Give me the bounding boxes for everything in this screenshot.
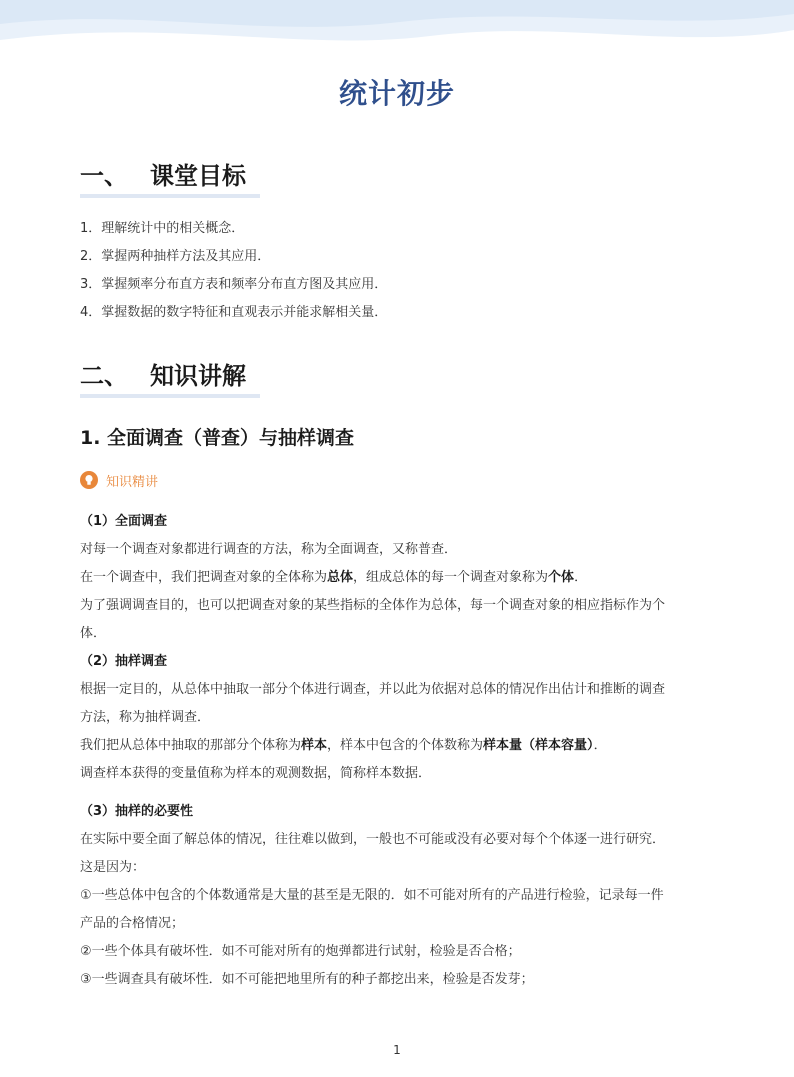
goal-item: 4．掌握数据的数字特征和直观表示并能求解相关量．: [80, 305, 388, 320]
section-heading-goals: [80, 156, 246, 191]
paragraph-text: 在一个调查中，我们把调查对象的全体称为总体，组成总体的每一个调查对象称为个体．: [80, 570, 588, 585]
section-heading-knowledge: [80, 356, 246, 391]
section-underline: [80, 194, 260, 198]
paragraph-text: 在实际中要全面了解总体的情况，往往难以做到，一般也不可能或没有必要对每个个体逐一进行研究．: [80, 832, 666, 847]
paragraph-text: 我们把从总体中抽取的那部分个体称为样本，样本中包含的个体数称为样本量（样本容量）．: [80, 738, 607, 753]
goal-item: 2．掌握两种抽样方法及其应用．: [80, 249, 271, 264]
page-number: 1: [393, 1043, 401, 1057]
term-total: 总体: [327, 570, 354, 585]
knowledge-tip: [80, 470, 158, 490]
tip-label: 知识精讲: [106, 474, 159, 490]
paragraph-text: 对每一个调查对象都进行调查的方法，称为全面调查，又称普查．: [80, 542, 458, 557]
paragraph-text: ②一些个体具有破坏性．如不可能对所有的炮弹都进行试射，检验是否合格；: [80, 944, 521, 959]
paragraph-text: 体．: [80, 626, 107, 641]
paragraph-text: 为了强调调查目的，也可以把调查对象的某些指标的全体作为总体，每一个调查对象的相应指标作为个: [80, 598, 666, 613]
paragraph-text: 这是因为：: [80, 860, 146, 875]
term-individual: 个体: [548, 570, 575, 585]
section-underline: [80, 394, 260, 398]
paragraph-text: 根据一定目的，从总体中抽取一部分个体进行调查，并以此为依据对总体的情况作出估计和推断的调查: [80, 682, 666, 697]
section-label: 课堂目标: [150, 162, 246, 190]
paragraph-heading: （2）抽样调查: [80, 654, 168, 669]
paragraph-text: 产品的合格情况；: [80, 916, 185, 931]
term-sample-size: 样本量（样本容量）: [483, 738, 594, 753]
lightbulb-icon: [80, 471, 98, 489]
page-title: 统计初步: [338, 77, 455, 110]
section-label: 知识讲解: [150, 362, 246, 390]
header-wave-decoration: [0, 0, 794, 60]
subsection-heading: 1. 全面调查（普查）与抽样调查: [80, 427, 355, 449]
paragraph-text: ③一些调查具有破坏性．如不可能把地里所有的种子都挖出来，检验是否发芽；: [80, 972, 534, 987]
paragraph-text: 调查样本获得的变量值称为样本的观测数据，简称样本数据．: [80, 766, 432, 781]
paragraph-text: ①一些总体中包含的个体数通常是大量的甚至是无限的．如不可能对所有的产品进行检验，记录每一件: [80, 888, 664, 903]
section-number: 一、: [80, 162, 128, 190]
paragraph-heading: （1）全面调查: [80, 514, 168, 529]
term-sample: 样本: [301, 738, 328, 753]
paragraph-text: 方法，称为抽样调查．: [80, 710, 211, 725]
section-number: 二、: [80, 362, 128, 390]
goal-item: 1．理解统计中的相关概念．: [80, 221, 245, 236]
goal-item: 3．掌握频率分布直方表和频率分布直方图及其应用．: [80, 277, 388, 292]
paragraph-heading: （3）抽样的必要性: [80, 804, 194, 819]
